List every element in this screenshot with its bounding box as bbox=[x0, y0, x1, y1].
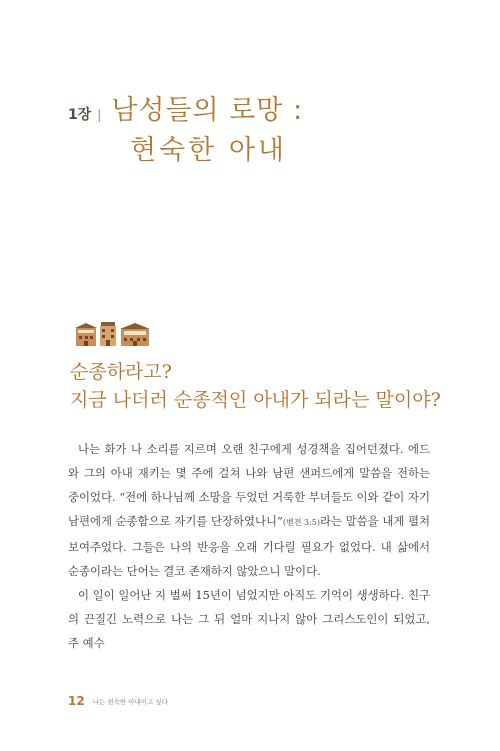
paragraph-1 bbox=[68, 437, 430, 583]
three-houses-icon bbox=[73, 320, 153, 346]
running-title: 나는 현숙한 아내이고 싶다 bbox=[92, 697, 168, 706]
body-text bbox=[68, 437, 430, 655]
section-heading-line1: 순종하라고? bbox=[70, 361, 172, 383]
page-footer bbox=[68, 694, 168, 708]
paragraph-1-part2: 라는 말씀을 내게 펼쳐 보여주었다. 그들은 나의 반응을 오래 기다릴 필요가 없었다. 내 삶에서 순종이라는 단어는 결코 존재하지 않았으니 말이다. bbox=[68, 514, 430, 578]
scripture-reference: (벧전 3:5) bbox=[282, 518, 320, 527]
chapter-title-line1: 남성들의 로망 : bbox=[111, 95, 304, 126]
chapter-title-line2: 현숙한 아내 bbox=[130, 135, 287, 166]
chapter-number: 1장 bbox=[68, 107, 92, 123]
paragraph-2: 이 일이 일어난 지 벌써 15년이 넘었지만 아직도 기억이 생생하다. 친구의 끈질긴 노력으로 나는 그 뒤 얼마 지나지 않아 그리스도인이 되었고, 주 예수 bbox=[68, 588, 430, 650]
house-3-icon bbox=[120, 323, 150, 346]
section-heading bbox=[70, 358, 441, 414]
chapter-header bbox=[68, 88, 303, 127]
house-2-icon bbox=[100, 322, 116, 346]
house-1-icon bbox=[75, 323, 97, 346]
section-heading-line2: 지금 나더러 순종적인 아내가 되라는 말이야? bbox=[70, 389, 441, 411]
paragraph-1-part1: 나는 화가 나 소리를 지르며 오랜 친구에게 성경책을 집어던졌다. 에드와 그의 아내 재키는 몇 주에 걸쳐 나와 남편 샌퍼드에게 말씀을 전하는 중이었다. “전에 하나님께 소망을 두었던 거룩한 부녀들도 이와 같이 자기 남편에게 순종함으로 자기를 단장하였나니” bbox=[68, 442, 430, 528]
page-number: 12 bbox=[68, 694, 85, 708]
chapter-separator: | bbox=[97, 108, 102, 122]
